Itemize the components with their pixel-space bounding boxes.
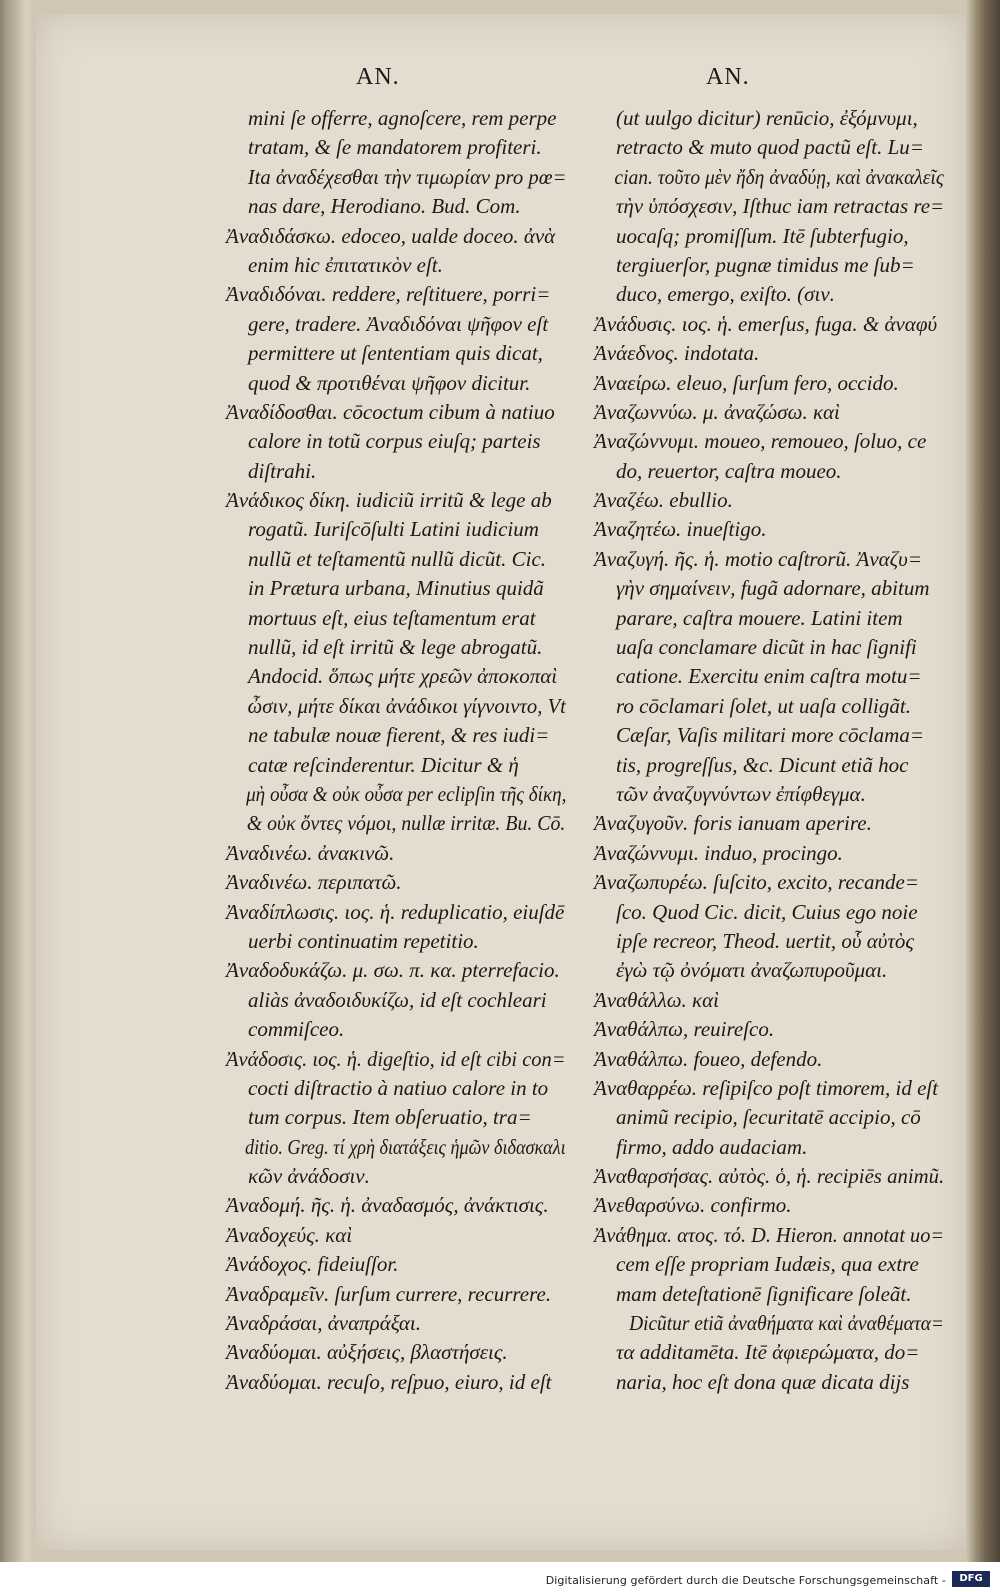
- text-line: nullũ et teſtamentũ nullũ dicũt. Cic.: [248, 546, 547, 571]
- text-line: catæ reſcinderentur. Dicitur & ἡ: [248, 752, 519, 777]
- text-line: cem eſſe propriam Iudæis, qua extre: [616, 1252, 919, 1277]
- text-line: retracto & muto quod pactũ eſt. Lu=: [616, 135, 924, 160]
- text-line: Ἀνάδυσις. ιος. ἡ. emerſus, fuga. & ἀναφύ: [594, 311, 938, 336]
- text-line: Ἀναθάλπω, reuireſco.: [594, 1017, 775, 1042]
- text-line: uerbi continuatim repetitio.: [248, 928, 479, 953]
- text-line: Dicũtur etiã ἀναθήματα καὶ ἀναθέματα=: [629, 1311, 945, 1336]
- text-line: & οὐκ ὄντες νόμοι, nullæ irritæ. Bu. Cō.: [246, 811, 566, 836]
- text-line: Ἀναζώννυμι. induo, procingo.: [594, 840, 843, 865]
- text-line: mini ſe offerre, agnoſcere, rem perpe: [248, 106, 557, 130]
- text-line: Ἀναθάλλω. καὶ: [594, 987, 719, 1012]
- text-line: enim hic ἐπιτατικὸν eſt.: [248, 252, 443, 277]
- text-line: Ἀναθάλπω. foueo, defendo.: [594, 1046, 823, 1071]
- text-line: Andocid. ὅπως μήτε χρεῶν ἀποκοπαὶ: [248, 664, 558, 689]
- dfg-logo: DFG: [952, 1571, 990, 1587]
- text-line: Ἀναζέω. ebullio.: [594, 488, 733, 513]
- text-line: permittere ut ſententiam quis dicat,: [248, 341, 543, 366]
- text-line: Ἀναδινέω. ἀνακινῶ.: [226, 840, 395, 865]
- text-line: ro cōclamari ſolet, ut uaſa colligãt.: [616, 693, 911, 718]
- text-line: Ἀναζωννύω. μ. ἀναζώσω. καὶ: [594, 399, 840, 424]
- text-line: mortuus eſt, eius teſtamentum erat: [248, 605, 536, 630]
- text-line: Ἀνάδοσις. ιος. ἡ. digeſtio, id eſt cibi con=: [226, 1046, 566, 1071]
- text-line: calore in totũ corpus eiuſq; parteis: [248, 429, 541, 454]
- text-line: Ἀναδίπλωσις. ιος. ἡ. reduplicatio, eiuſdē: [226, 899, 565, 924]
- text-line: tis, progreſſus, &c. Dicunt etiã hoc: [616, 752, 909, 777]
- text-line: Ἀναθαρρέω. reſipiſco poſt timorem, id eſt: [594, 1075, 939, 1100]
- text-line: Ἀναδινέω. περιπατῶ.: [226, 870, 402, 895]
- text-line: parare, caſtra mouere. Latini item: [616, 605, 903, 630]
- text-line: γὴν σημαίνειν, fugã adornare, abitum: [616, 576, 930, 601]
- text-line: mam deteſtationē ſignificare ſoleãt.: [616, 1281, 912, 1306]
- right-text-column: [594, 104, 944, 1397]
- text-line: aliàs ἀναδοιδυκίζω, id eſt cochleari: [248, 987, 547, 1012]
- text-line: Ἀναδοχεύς. καὶ: [226, 1222, 353, 1247]
- text-line: nas dare, Herodiano. Bud. Com.: [248, 194, 521, 219]
- text-line: Ἀναδιδάσκω. edoceo, ualde doceo. ἀνὰ: [226, 223, 556, 248]
- text-line: Ἀναδίδοσθαι. cōcoctum cibum à natiuo: [226, 399, 555, 424]
- text-line: do, reuertor, caſtra moueo.: [616, 458, 842, 483]
- text-line: Ἀνάεδνος. indotata.: [594, 341, 760, 366]
- text-line: Ἀναδύομαι. recuſo, reſpuo, eiuro, id eſt: [226, 1369, 552, 1394]
- text-line: animũ recipio, ſecuritatē accipio, cō: [616, 1105, 921, 1130]
- book-spine-edge: [966, 0, 1000, 1562]
- text-line: τὴν ὑπόσχεσιν, Iſthuc iam retractas re=: [615, 194, 945, 219]
- text-line: uocaſq; promiſſum. Itē ſubterfugio,: [616, 223, 909, 248]
- text-line: ἐγὼ τῷ ὀνόματι ἀναζωπυροῦμαι.: [616, 958, 888, 983]
- text-line: in Prætura urbana, Minutius quidã: [248, 576, 544, 601]
- text-line: duco, emergo, exiſto. (σιν.: [616, 282, 835, 307]
- text-line: Ἀναδραμεῖν. ſurſum currere, recurrere.: [226, 1281, 552, 1306]
- text-line: Ἀνεθαρσύνω. confirmo.: [594, 1193, 792, 1218]
- text-line: cian. τοῦτο μὲν ἤδη ἀναδύῃ, καὶ ἀνακαλεῖς: [614, 164, 944, 189]
- text-line: commiſceo.: [248, 1017, 345, 1042]
- funding-credit: Digitalisierung gefördert durch die Deutsche Forschungsgemeinschaft -: [545, 1574, 946, 1587]
- text-line: naria, hoc eſt dona quæ dicata dijs: [616, 1369, 910, 1394]
- text-line: ditio. Greg. τί χρὴ διατάξεις ἡμῶν διδασκαλι: [245, 1134, 566, 1159]
- text-line: catione. Exercitu enim caſtra motu=: [616, 664, 922, 689]
- text-line: Ita ἀναδέχεσθαι τὴν τιμωρίαν pro pœ=: [247, 164, 567, 189]
- left-running-head: AN.: [356, 64, 400, 90]
- text-line: τῶν ἀναζυγνύντων ἐπίφθεγμα.: [616, 781, 866, 806]
- text-line: Ἀναθαρσήσας. αὐτὸς. ὁ, ἡ. recipiēs animũ.: [594, 1164, 945, 1189]
- text-line: Ἀνάδοχος. fideiuſſor.: [226, 1252, 399, 1277]
- text-line: firmo, addo audaciam.: [616, 1134, 808, 1159]
- text-line: κῶν ἀνάδοσιν.: [248, 1164, 370, 1189]
- text-line: ſco. Quod Cic. dicit, Cuius ego noie: [616, 899, 918, 924]
- text-line: Ἀναδιδόναι. reddere, reſtituere, porri=: [226, 282, 551, 307]
- text-line: ne tabulæ nouæ fierent, & res iudi=: [248, 723, 550, 748]
- text-line: tum corpus. Item obſeruatio, tra=: [248, 1105, 532, 1130]
- text-line: tergiuerſor, pugnæ timidus me ſub=: [616, 252, 915, 277]
- text-line: Cæſar, Vaſis militari more cōclama=: [616, 723, 924, 748]
- text-line: ipſe recreor, Theod. uertit, οὗ αὐτὸς: [616, 928, 914, 953]
- text-line: Ἀνάδικος δίκη. iudiciũ irritũ & lege ab: [226, 488, 552, 513]
- text-line: Ἀναδομή. ῆς. ἡ. ἀναδασμός, ἀνάκτισις.: [226, 1193, 549, 1218]
- text-line: nullũ, id eſt irritũ & lege abrogatũ.: [248, 635, 543, 660]
- text-line: Ἀναδύομαι. αὐξήσεις, βλαστήσεις.: [226, 1340, 508, 1365]
- text-line: quod & προτιθέναι ψῆφον dicitur.: [248, 370, 531, 395]
- text-line: Ἀναδοδυκάζω. μ. σω. π. κα. pterrefacio.: [226, 958, 560, 983]
- text-line: gere, tradere. Ἀναδιδόναι ψῆφον eſt: [248, 311, 549, 336]
- left-text-column: [226, 104, 566, 1397]
- text-line: rogatũ. Iuriſcōſulti Latini iudicium: [248, 517, 539, 542]
- text-line: Ἀναζυγοῦν. foris ianuam aperire.: [594, 811, 872, 836]
- text-line: Ἀναζώννυμι. moueo, remoueo, ſoluo, ce: [594, 429, 927, 454]
- text-line: μὴ οὖσα & οὐκ οὖσα per eclipſin τῆς δίκη,: [246, 781, 567, 806]
- text-line: uaſa conclamare dicũt in hac ſignifi: [616, 635, 917, 660]
- text-line: Ἀναδράσαι, ἀναπράξαι.: [226, 1311, 421, 1336]
- text-line: ὦσιν, μήτε δίκαι ἀνάδικοι γίγνοιντο, Vt: [247, 693, 566, 718]
- text-line: Ἀναείρω. eleuo, ſurſum fero, occido.: [594, 370, 899, 395]
- text-line: tratam, & ſe mandatorem profiteri.: [248, 135, 542, 160]
- text-line: cocti diſtractio à natiuo calore in to: [248, 1075, 549, 1100]
- text-line: Ἀναζητέω. inueſtigo.: [594, 517, 767, 542]
- text-line: τα additamēta. Itē ἀφιερώματα, do=: [616, 1340, 920, 1365]
- text-line: (ut uulgo dicitur) renūcio, ἐξόμνυμι,: [616, 106, 918, 130]
- text-line: Ἀναζυγή. ῆς. ἡ. motio caſtrorũ. Ἀναζυ=: [594, 546, 922, 571]
- right-running-head: AN.: [706, 64, 750, 90]
- text-line: Ἀναζωπυρέω. ſuſcito, excito, recande=: [594, 870, 919, 895]
- text-line: Ἀνάθημα. ατος. τό. D. Hieron. annotat uo=: [594, 1222, 945, 1247]
- text-line: diſtrahi.: [248, 458, 317, 483]
